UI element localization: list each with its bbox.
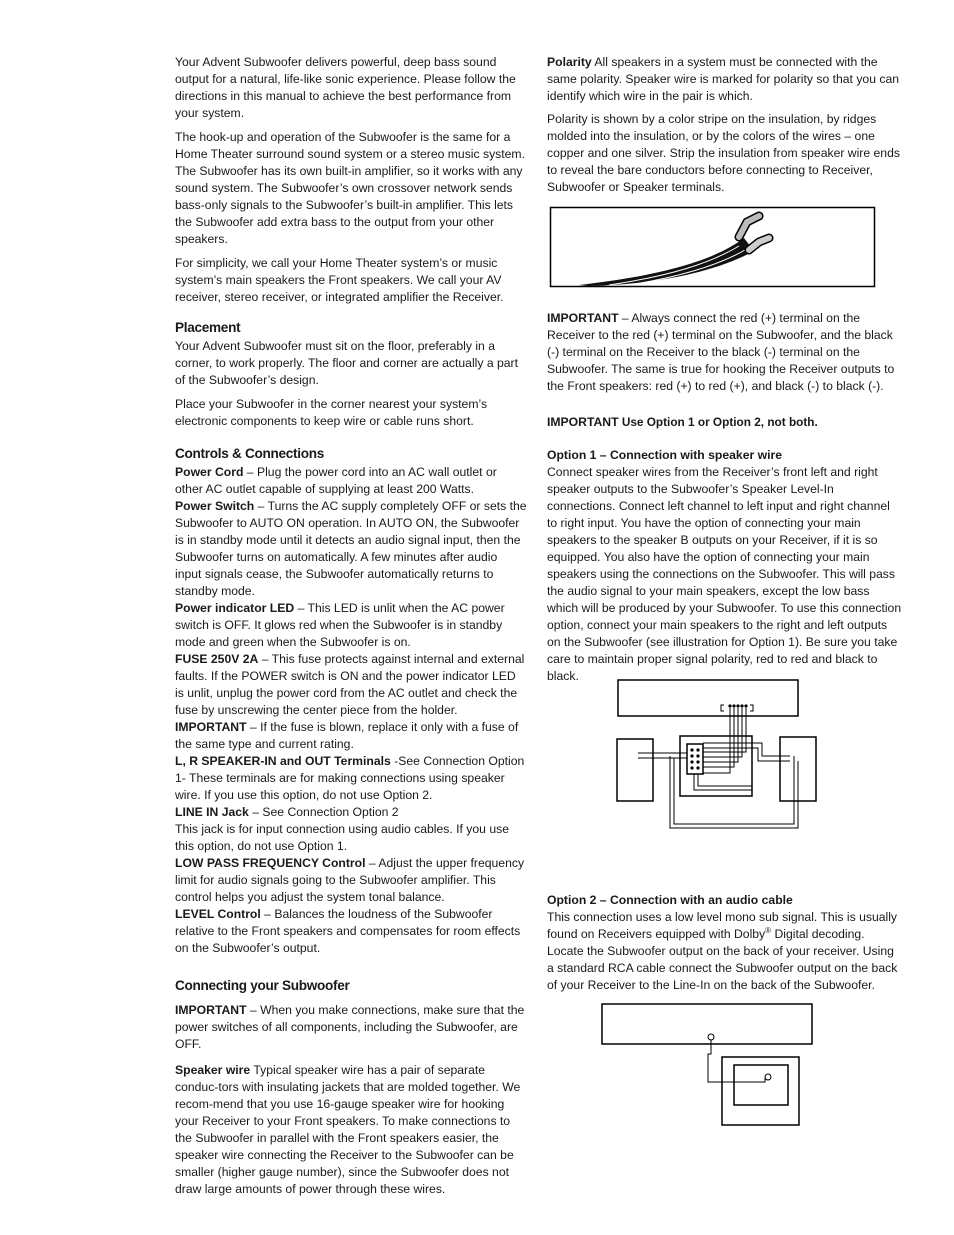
- control-item: Power indicator LED – This LED is unlit when the AC power switch is OFF. It glows red when the Subwoofer is in standby mode and green when the Subwoofer is on.: [175, 601, 505, 649]
- control-item: LEVEL Control – Balances the loudness of the Subwoofer relative to the Front speakers and compensates for room effects on the Subwoofer’s output.: [175, 907, 521, 955]
- option2-paragraph: This connection uses a low level mono sub signal. This is usually found on Receivers equipped with Dolby® Digital decoding. Locate the Subwoofer output on the back of your receiver. Using a standard RCA cable connect the Subwoofer output on the back of your Receiver to the Line-In on the back of the Subwoofer.: [547, 910, 898, 992]
- line-in-jack: [765, 1074, 771, 1080]
- option1-figure: [612, 678, 842, 838]
- sub-terminal: [696, 748, 699, 751]
- subwoofer-panel: [734, 1065, 788, 1105]
- speaker-wire-figure: [549, 206, 877, 290]
- control-item: This jack is for input connection using audio cables. If you use this option, do not use Option 1.: [175, 822, 509, 853]
- sub-terminal: [690, 760, 693, 763]
- rca-cable: [708, 1040, 765, 1082]
- speaker-wire-paragraph: Speaker wire Typical speaker wire has a pair of separate conduc-tors with insulating jackets that are molded together. We recom-mend that you use 16-gauge speaker wire for hooking your Receiver to your Front speakers. To make connections to the Subwoofer in parallel with the Front speakers easier, the speaker wire connecting the Receiver to the Subwoofer can be smaller (higher gauge number), since the Subwoofer does not draw large amounts of power through these wires.: [175, 1063, 521, 1196]
- sub-terminal: [696, 766, 699, 769]
- control-item: IMPORTANT – If the fuse is blown, replace it only with a fuse of the same type and current rating.: [175, 720, 519, 751]
- right-column: [547, 54, 903, 1001]
- control-item: L, R SPEAKER-IN and OUT Terminals -See Connection Option 1- These terminals are for making connections using speaker wire. If you use this option, do not use Option 2.: [175, 754, 525, 802]
- wire: [703, 708, 734, 767]
- receiver-terminal: [732, 704, 735, 707]
- control-item: Power Switch – Turns the AC supply completely OFF or sets the Subwoofer to AUTO ON operation. In AUTO ON, the Subwoofer is in standby mode until it detects an audio signal input, then the Subwoofer turns on automatically. A few minutes after audio input signals cease, the Subwoofer automatically returns to standby mode.: [175, 499, 527, 598]
- control-item: LOW PASS FREQUENCY Control – Adjust the upper frequency limit for audio signals going to the Subwoofer amplifier. This control helps you adjust the system tonal balance.: [175, 856, 525, 904]
- option1-heading: Option 1 – Connection with speaker wire: [547, 448, 782, 462]
- cable-frame: [551, 208, 875, 287]
- wire: [698, 774, 752, 786]
- subwoofer-box: [680, 736, 752, 796]
- intro-paragraph: For simplicity, we call your Home Theater system’s or music system’s main speakers the Front speakers. We call your AV receiver, stereo receiver, or integrated amplifier the Receiver.: [175, 256, 504, 304]
- connecting-heading: Connecting your Subwoofer: [175, 978, 350, 993]
- wire: [703, 708, 730, 773]
- receiver-terminal-bracket: [721, 705, 724, 711]
- intro-paragraph: Your Advent Subwoofer delivers powerful, deep bass sound output for a natural, life-like sonic experience. Please follow the directions in this manual to achieve the best performance from your system.: [175, 55, 516, 120]
- sub-terminal: [690, 766, 693, 769]
- placement-paragraph: Place your Subwoofer in the corner nearest your system’s electronic components to keep wire or cable runs short.: [175, 397, 488, 428]
- receiver-terminal: [740, 704, 743, 707]
- sub-terminal: [690, 754, 693, 757]
- important-polarity: IMPORTANT – Always connect the red (+) terminal on the Receiver to the red (+) terminal on the Subwoofer, and the black (-) terminal on the Receiver to the black (-) terminal on the Subwoofer. The same is true for hooking the Receiver outputs to the Front speakers: red (+) to red (+), and black (-) to black (-).: [547, 311, 895, 393]
- wire: [703, 708, 746, 752]
- sub-terminal: [696, 760, 699, 763]
- subwoofer-output-jack: [708, 1034, 714, 1040]
- important-option: IMPORTANT Use Option 1 or Option 2, not both.: [547, 415, 818, 429]
- wire: [694, 774, 752, 790]
- polarity-paragraph: Polarity All speakers in a system must be connected with the same polarity. Speaker wire is marked for polarity so that you can identify which wire in the pair is which.: [547, 55, 900, 103]
- left-column: [175, 54, 527, 1205]
- left-speaker-box: [617, 739, 653, 801]
- placement-paragraph: Your Advent Subwoofer must sit on the floor, preferably in a corner, to work properly. The floor and corner are actually a part of the Subwoofer’s design.: [175, 339, 518, 387]
- receiver-terminal: [728, 704, 731, 707]
- receiver-box: [618, 680, 798, 716]
- controls-heading: Controls & Connections: [175, 446, 324, 461]
- option2-heading: Option 2 – Connection with an audio cable: [547, 893, 793, 907]
- polarity-paragraph-2: Polarity is shown by a color stripe on the insulation, by ridges molded into the insulation, or by the colors of the wires – one copper and one silver. Strip the insulation from speaker wire ends to reveal the bare conductors before connecting to Receiver, Subwoofer or Speaker terminals.: [547, 112, 900, 194]
- receiver-terminal: [736, 704, 739, 707]
- receiver-box: [602, 1004, 812, 1044]
- control-item: Power Cord – Plug the power cord into an AC wall outlet or other AC outlet capable of supplying at least 200 Watts.: [175, 465, 497, 496]
- option2-figure: [600, 1002, 820, 1130]
- sub-terminal: [690, 748, 693, 751]
- control-item: FUSE 250V 2A – This fuse protects against internal and external faults. If the POWER switch is ON and the power indicator LED is unlit, unplug the power cord from the AC outlet and check the fuse by unscrewing the center piece from the holder.: [175, 652, 525, 717]
- sub-terminal: [696, 754, 699, 757]
- control-item: LINE IN Jack – See Connection Option 2: [175, 805, 399, 819]
- intro-paragraph: The hook-up and operation of the Subwoofer is the same for a Home Theater surround sound system or a stereo music system. The Subwoofer has its own built-in amplifier, so it works with any sound system. The Subwoofer’s own crossover network sends bass-only signals to the Subwoofer’s built-in amplifier. This lets the Subwoofer add extra bass to the output from your other speakers.: [175, 130, 525, 246]
- receiver-terminal-bracket: [750, 705, 753, 711]
- placement-heading: Placement: [175, 320, 241, 335]
- receiver-terminal: [744, 704, 747, 707]
- subwoofer-terminals: [687, 744, 703, 774]
- connecting-important: IMPORTANT – When you make connections, make sure that the power switches of all components, including the Subwoofer, are OFF.: [175, 1003, 525, 1051]
- option1-paragraph: Connect speaker wires from the Receiver’s front left and right speaker outputs to the Subwoofer’s Speaker Level-In connections. Connect left channel to left input and right channel to right input. You have the option of connecting your main speakers to the speaker B outputs on your Receiver, if it is so equipped. You also have the option of connecting your main speakers using the connections on the Subwoofer. This will pass the audio signal to your main speakers, except the low bass which will be produced by your Subwoofer. To use this connection option, connect your main speakers to the right and left outputs on the Subwoofer (see illustration for Option 1). Be sure you take care to maintain proper signal polarity, red to red and black to black.: [547, 465, 902, 683]
